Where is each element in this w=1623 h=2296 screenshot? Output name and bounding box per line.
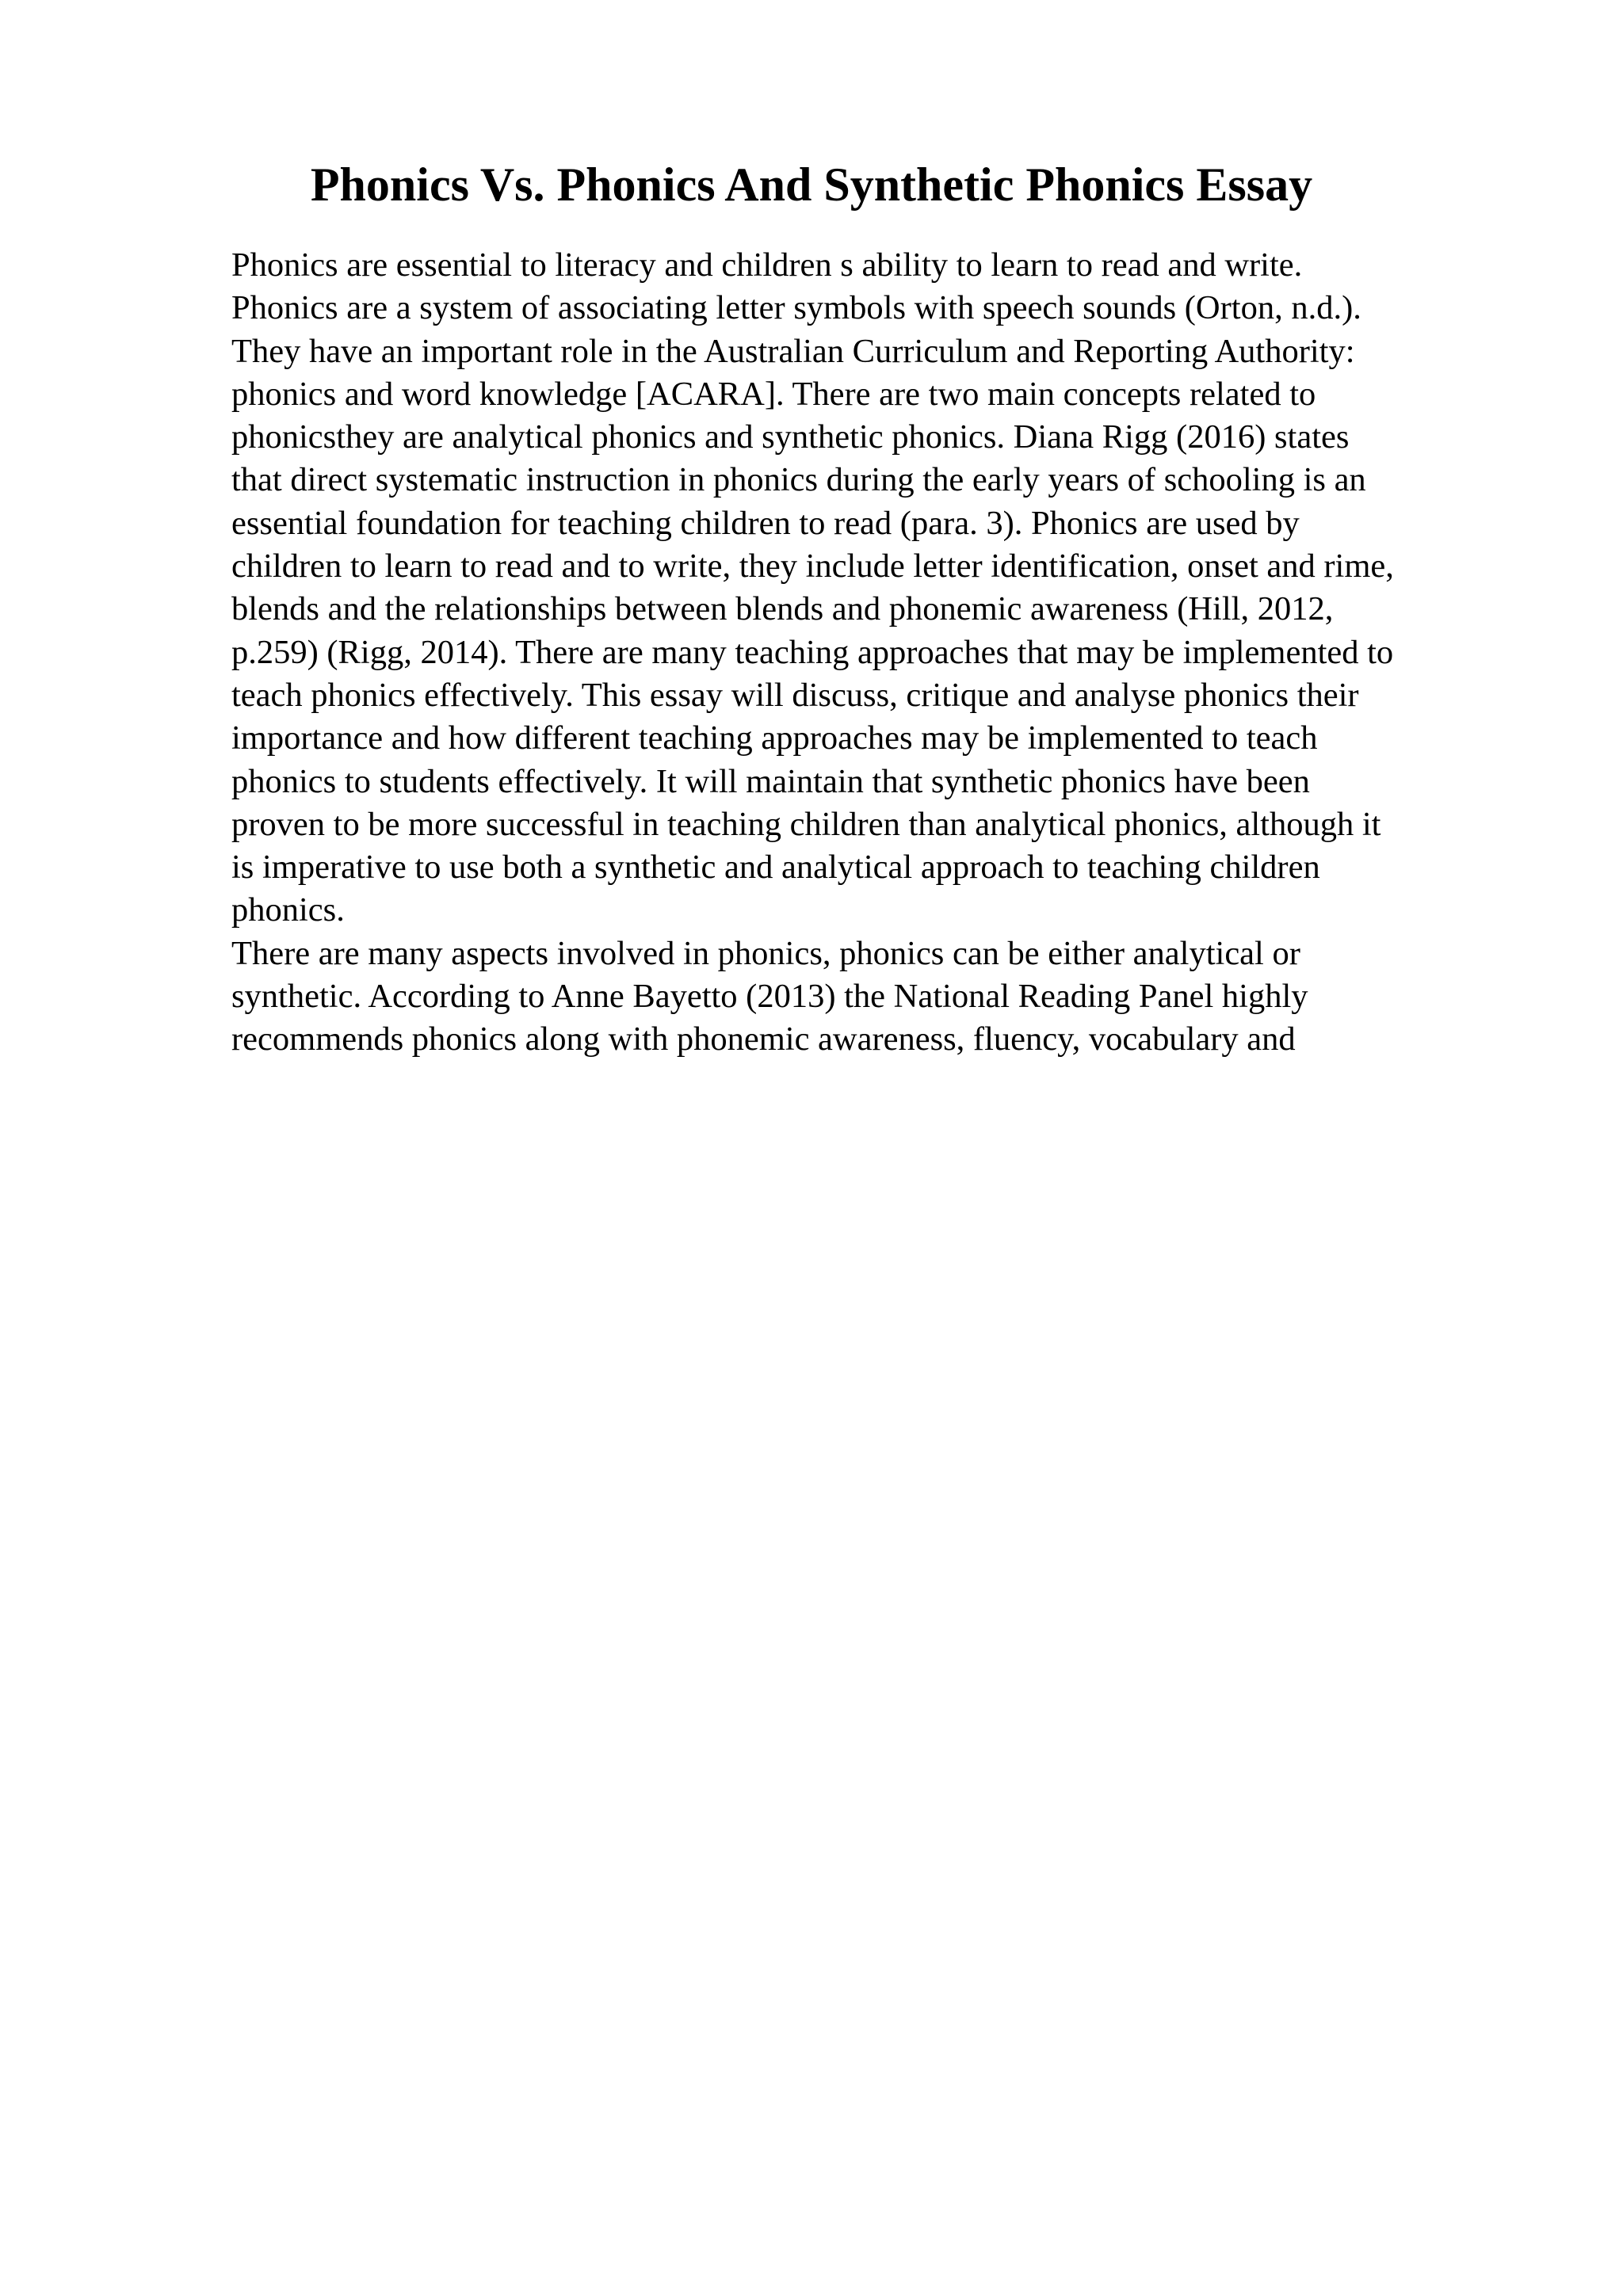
body-line: synthetic. According to Anne Bayetto (2013) the National Reading Panel highly [231, 978, 1308, 1016]
body-line: There are many aspects involved in phonics, phonics can be either analytical or [231, 934, 1300, 972]
body-line: phonics. [231, 891, 345, 929]
document-body [231, 244, 1594, 1062]
body-line: importance and how different teaching approaches may be implemented to teach [231, 719, 1318, 757]
body-line: phonics and word knowledge [ACARA]. There are two main concepts related to [231, 375, 1316, 413]
body-line: recommends phonics along with phonemic awareness, fluency, vocabulary and [231, 1020, 1296, 1058]
body-line: essential foundation for teaching children to read (para. 3). Phonics are used by [231, 504, 1300, 542]
document-title: Phonics Vs. Phonics And Synthetic Phonics Essay [310, 158, 1313, 211]
body-line: blends and the relationships between blends and phonemic awareness (Hill, 2012, [231, 590, 1334, 628]
body-line: phonicsthey are analytical phonics and synthetic phonics. Diana Rigg (2016) states [231, 418, 1350, 456]
body-line: teach phonics effectively. This essay will discuss, critique and analyse phonics their [231, 676, 1359, 714]
body-line: p.259) (Rigg, 2014). There are many teaching approaches that may be implemented to [231, 633, 1394, 671]
body-line: children to learn to read and to write, they include letter identification, onset and rime, [231, 547, 1394, 585]
body-line: Phonics are essential to literacy and children s ability to learn to read and write. [231, 246, 1303, 284]
body-line: phonics to students effectively. It will maintain that synthetic phonics have been [231, 762, 1310, 800]
body-line: is imperative to use both a synthetic and analytical approach to teaching children [231, 849, 1320, 887]
body-line: proven to be more successful in teaching children than analytical phonics, although it [231, 805, 1381, 843]
body-line: They have an important role in the Australian Curriculum and Reporting Authority: [231, 332, 1355, 370]
body-line: Phonics are a system of associating letter symbols with speech sounds (Orton, n.d.). [231, 289, 1361, 327]
body-line: that direct systematic instruction in phonics during the early years of schooling is an [231, 461, 1366, 499]
